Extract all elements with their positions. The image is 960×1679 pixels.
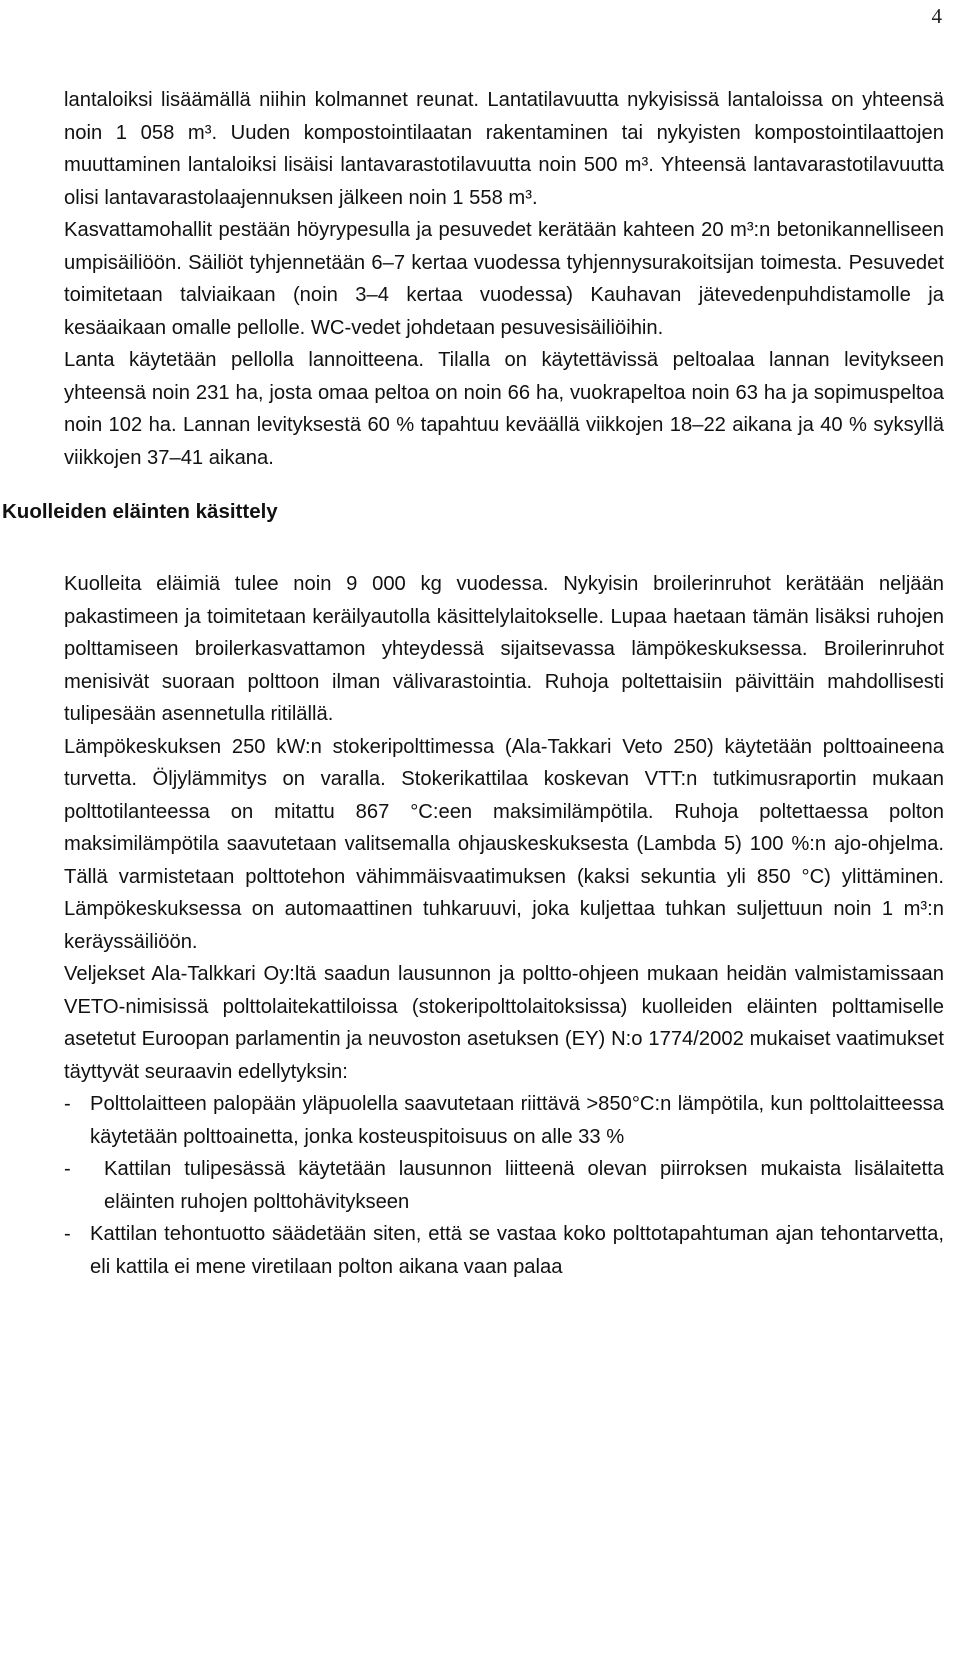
paragraph-heating-plant: Lämpökeskuksen 250 kW:n stokeripolttimessa (Ala-Takkari Veto 250) käytetään polttoaineena turvetta. Öljylämmitys on varalla. Stokerikattilaa koskevan VTT:n tutkimusraportin mukaan polttotilanteessa on mitattu 867 °C:een maksimilämpötila. Ruhoja poltettaessa polton maksimilämpötila saavutetaan valitsemalla ohjauskeskuksesta (Lambda 5) 100 %:n ajo-ohjelma. Tällä varmistetaan polttotehon vähimmäisvaatimuksen (kaksi sekuntia yli 850 °C) ylittäminen. Lämpökeskuksessa on automaattinen tuhkaruuvi, joka kuljettaa tuhkan suljettuun noin 1 m³:n keräyssäiliöön. [64,735,944,953]
section-heading-dead-animals: Kuolleiden eläinten käsittely [2,500,278,523]
list-item-text: Polttolaitteen palopään yläpuolella saavutetaan riittävä >850°C:n lämpötila, kun polttolaitteessa käytetään polttoainetta, jonka kosteuspitoisuus on alle 33 % [90,1093,944,1148]
paragraph-manufacturer-statement: Veljekset Ala-Talkkari Oy:ltä saadun lausunnon ja poltto-ohjeen mukaan heidän valmistamissaan VETO-nimisissä polttolaitekattiloissa (stokeripolttolaitoksissa) kuolleiden eläinten polttamiselle asetetut Euroopan parlamentin ja neuvoston asetuksen (EY) N:o 1774/2002 mukaiset vaatimukset täyttyvät seuraavin edellytyksin: [64,963,944,1083]
page-number: 4 [931,4,942,28]
paragraph-manure-use: Lanta käytetään pellolla lannoitteena. Tilalla on käytettävissä peltoalaa lannan levitykseen yhteensä noin 231 ha, josta omaa peltoa on noin 66 ha, vuokrapeltoa noin 63 ha ja sopimuspeltoa noin 102 ha. Lannan levityksestä 60 % tapahtuu keväällä viikkojen 18–22 aikana ja 40 % syksyllä viikkojen 37–41 aikana. [64,349,944,469]
paragraph-wash-water: Kasvattamohallit pestään höyrypesulla ja pesuvedet kerätään kahteen 20 m³:n betonikannelliseen umpisäiliöön. Säiliöt tyhjennetään 6–7 kertaa vuodessa tyhjennysurakoitsijan toimesta. Pesuvedet toimitetaan talviaikaan (noin 3–4 kertaa vuodessa) Kauhavan jätevedenpuhdistamolle ja kesäaikaan omalle pellolle. WC-vedet johdetaan pesuvesisäiliöihin. [64,219,944,339]
list-dash: - [64,1158,71,1180]
list-item [64,1088,944,1153]
list-dash: - [64,1223,71,1245]
document-body [2,84,944,1283]
requirements-list [64,1088,944,1283]
paragraph-dead-animals: Kuolleita eläimiä tulee noin 9 000 kg vuodessa. Nykyisin broilerinruhot kerätään neljään pakastimeen ja toimitetaan keräilyautolla käsittelylaitokselle. Lupaa haetaan tämän lisäksi ruhojen polttamiseen broilerkasvattamon yhteydessä sijaitsevassa lämpökeskuksessa. Broilerinruhot menisivät suoraan polttoon ilman välivarastointia. Ruhoja poltettaisiin päivittäin mahdollisesti tulipesään asennetulla ritilällä. [64,573,944,725]
paragraph-manure-storage: lantaloiksi lisäämällä niihin kolmannet reunat. Lantatilavuutta nykyisissä lantaloissa on yhteensä noin 1 058 m³. Uuden kompostointilaatan rakentaminen tai nykyisten kompostointilaattojen muuttaminen lantaloiksi lisäisi lantavarastotilavuutta noin 500 m³. Yhteensä lantavarastotilavuutta olisi lantavarastolaajennuksen jälkeen noin 1 558 m³. [64,89,944,209]
list-dash: - [64,1093,71,1115]
list-item-text: Kattilan tehontuotto säädetään siten, että se vastaa koko polttotapahtuman ajan tehontarvetta, eli kattila ei mene viretilaan polton aikana vaan palaa [90,1223,944,1278]
list-item [64,1153,944,1218]
list-item-text: Kattilan tulipesässä käytetään lausunnon liitteenä olevan piirroksen mukaista lisälaitetta eläinten ruhojen polttohävitykseen [104,1158,944,1213]
list-item [64,1218,944,1283]
